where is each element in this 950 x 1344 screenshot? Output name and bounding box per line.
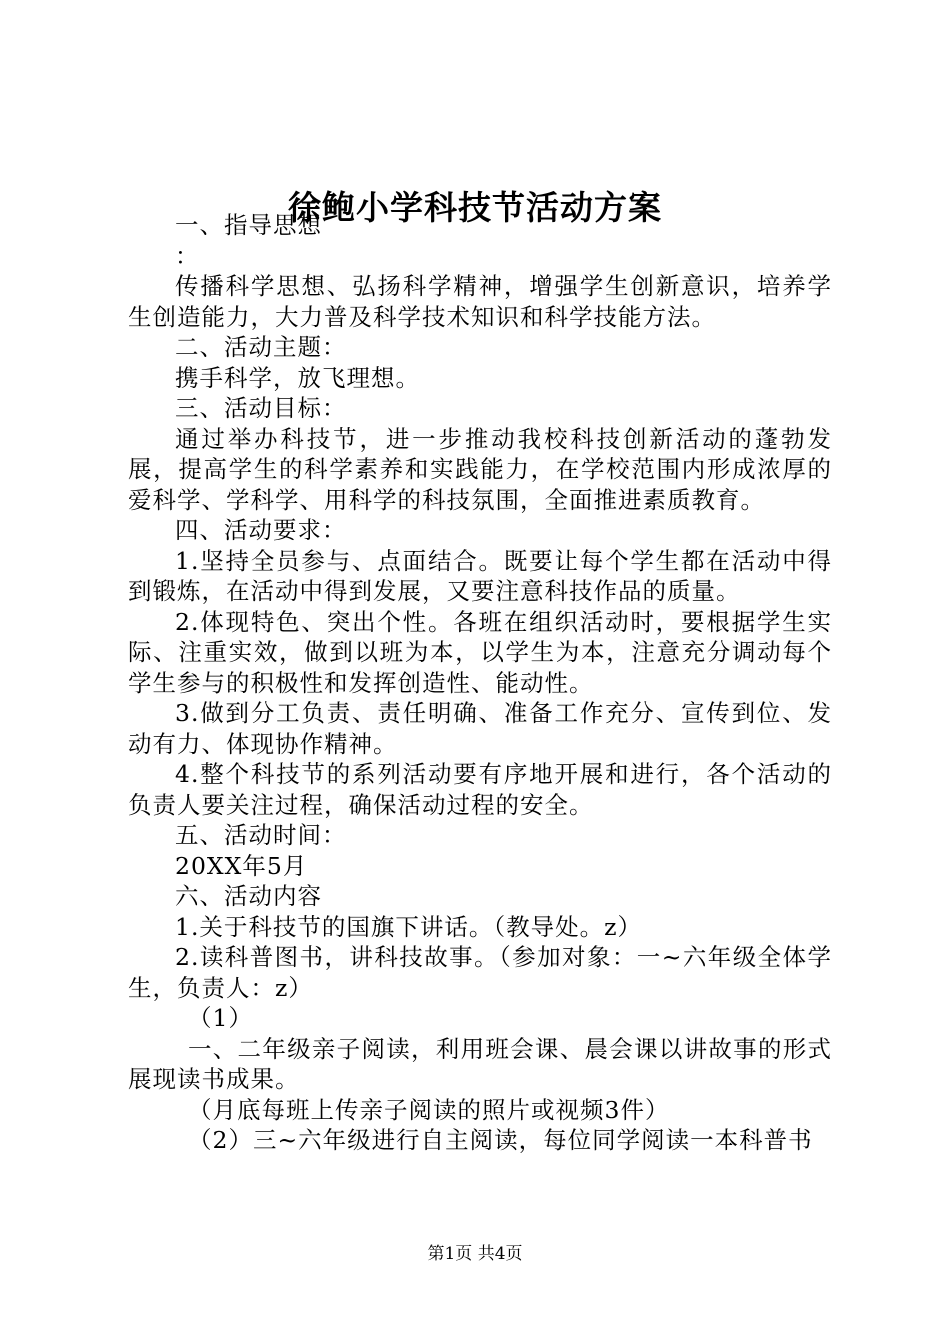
section-heading-guiding-ideology: 一、指导思想	[175, 211, 322, 239]
document-title: 徐鲍小学科技节活动方案	[288, 188, 662, 227]
paragraph-theme: 携手科学，放飞理想。	[175, 363, 420, 392]
content-item-2: 2.读科普图书，讲科技故事。（参加对象：一~六年级全体学生，负责人：z）	[128, 943, 832, 1002]
paragraph-time: 20XX年5月	[175, 851, 308, 880]
section-heading-theme: 二、活动主题：	[175, 333, 347, 361]
section-heading-requirements: 四、活动要求：	[175, 516, 347, 544]
content-subitem-2: （2）三~六年级进行自主阅读，每位同学阅读一本科普书	[188, 1126, 813, 1154]
colon-line: ：	[175, 241, 200, 270]
content-subitem-1-note: （月底每班上传亲子阅读的照片或视频3件）	[188, 1095, 670, 1124]
section-heading-goals: 三、活动目标：	[175, 394, 347, 422]
requirement-item-4: 4.整个科技节的系列活动要有序地开展和进行，各个活动的负责人要关注过程，确保活动过程的安全。	[128, 760, 832, 819]
content-item-1: 1.关于科技节的国旗下讲话。（教导处。z）	[175, 912, 643, 941]
section-heading-time: 五、活动时间：	[175, 821, 347, 849]
section-heading-content: 六、活动内容	[175, 882, 322, 910]
content-subitem-1-label: （1）	[188, 1004, 253, 1032]
paragraph-goals: 通过举办科技节，进一步推动我校科技创新活动的蓬勃发展，提高学生的科学素养和实践能力，在学校范围内形成浓厚的爱科学、学科学、用科学的科技氛围，全面推进素质教育。	[128, 424, 832, 514]
content-subitem-1-text: 一、二年级亲子阅读，利用班会课、晨会课以讲故事的形式展现读书成果。	[128, 1034, 832, 1093]
requirement-item-3: 3.做到分工负责、责任明确、准备工作充分、宣传到位、发动有力、体现协作精神。	[128, 699, 832, 758]
paragraph-guiding-ideology: 传播科学思想、弘扬科学精神，增强学生创新意识，培养学生创造能力，大力普及科学技术知识和科学技能方法。	[128, 272, 832, 331]
page-footer: 第1页 共4页	[427, 1244, 523, 1264]
requirement-item-1: 1.坚持全员参与、点面结合。既要让每个学生都在活动中得到锻炼，在活动中得到发展，又要注意科技作品的质量。	[128, 546, 832, 605]
document-body	[128, 210, 832, 1156]
requirement-item-2: 2.体现特色、突出个性。各班在组织活动时，要根据学生实际、注重实效，做到以班为本，以学生为本，注意充分调动每个学生参与的积极性和发挥创造性、能动性。	[128, 607, 832, 697]
